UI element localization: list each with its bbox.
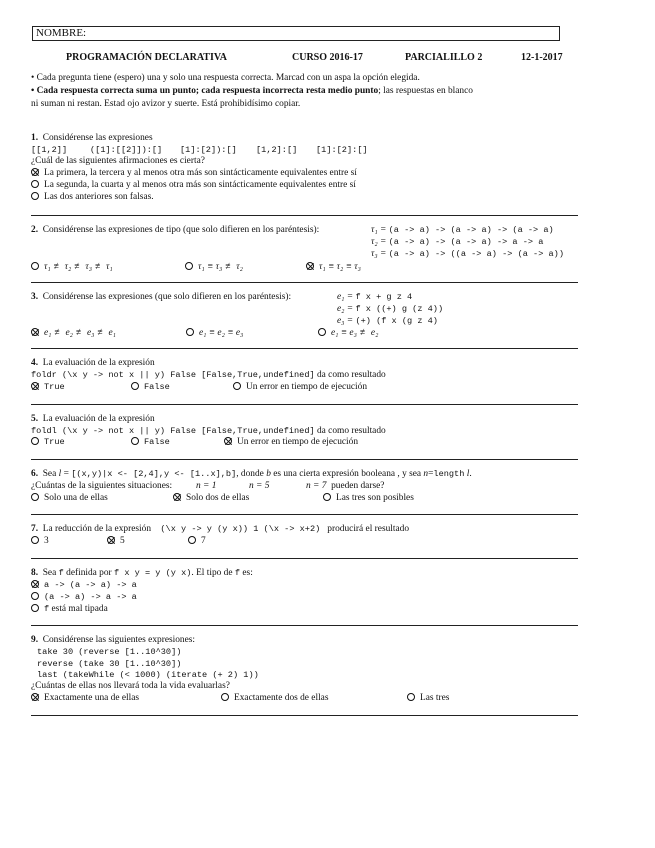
q4-code-line [31,370,386,380]
q6-n-var: n [423,469,429,479]
q6-option-b[interactable] [173,493,249,503]
q2-t3-code: (a -> a) -> ((a -> a) -> (a -> a)) [388,249,564,259]
divider [31,282,578,283]
q1-expr-5: [1]:[2]:[] [316,145,368,155]
q4-code: foldr (\x y -> not x || y) False [False,True,undefined] [31,370,315,380]
q8-code: f x y = y (y x) [114,568,192,578]
q3-option-a[interactable] [31,328,116,338]
q8-text-a: Sea [42,568,57,578]
q7-option-c[interactable] [188,536,206,546]
q4-option-a[interactable] [31,382,65,392]
q7-option-b-label: 5 [120,536,125,546]
q6-s1: n = 1 [196,481,217,491]
q4-option-b[interactable] [131,382,170,392]
radio-circle-icon[interactable] [31,493,39,501]
q3-e2-label: e₂ = [337,304,354,314]
q6-situation-3 [306,481,384,491]
instruction-line-1: • Cada pregunta tiene (espero) una y solo una respuesta correcta. Marcad con un aspa la opción elegida. [31,73,420,83]
q3-e1-code: f x + g z 4 [355,292,413,302]
q2-type-2 [371,237,543,247]
q8-option-b-label: (a -> a) -> a -> a [44,592,137,602]
q9-number: 9. [31,635,39,645]
instruction-bold: • Cada respuesta correcta suma un punto; cada respuesta incorrecta resta medio punto [31,86,379,96]
q1-option-b-label: La segunda, la cuarta y al menos otra más son sintácticamente equivalentes entre sí [44,180,356,190]
q5-tail: da como resultado [316,426,386,436]
name-label: NOMBRE: [36,27,87,39]
radio-circle-icon[interactable] [131,382,139,390]
q5-option-c[interactable] [224,437,358,447]
radio-circle-icon[interactable] [31,262,39,270]
q7-option-b[interactable] [107,536,125,546]
q1-expr-2: ([1]:[[2]]):[] [90,145,163,155]
q3-option-b-label: e₁ ≡ e₂ ≡ e₃ [199,328,244,338]
q5-option-b[interactable] [131,437,170,447]
q7-text: La reducción de la expresión [42,524,152,534]
q6-option-c[interactable] [323,493,414,503]
radio-circle-icon[interactable] [186,328,194,336]
q6-l-var2: l [466,469,470,479]
q6-question: ¿Cuántas de la siguientes situaciones: [31,481,173,491]
q9-code-2: reverse (take 30 [1..10^30]) [37,659,182,669]
q6-s3: n = 7 [306,481,327,491]
radio-circle-icon[interactable] [31,604,39,612]
q6-code2: length [433,469,465,479]
q1-expr-3: [1]:[2]):[] [180,145,237,155]
q4-option-c-label: Un error en tiempo de ejecución [246,382,368,392]
exam-date: 12-1-2017 [521,52,563,63]
q8-text-b: definida por [66,568,112,578]
radio-circle-icon[interactable] [185,262,193,270]
checked-circle-icon[interactable] [306,262,314,270]
q9-code-1: take 30 (reverse [1..10^30]) [37,647,182,657]
divider [31,404,578,405]
q2-number: 2. [31,225,39,235]
q6-text-e: = [428,469,434,479]
q1-option-c[interactable] [31,192,154,202]
q6-option-a[interactable] [31,493,108,503]
radio-circle-icon[interactable] [407,693,415,701]
q1-number: 1. [31,133,39,143]
divider [31,514,578,515]
q8-option-c[interactable] [31,604,108,614]
q2-option-a[interactable] [31,262,113,272]
q4-text: La evaluación de la expresión [42,358,155,368]
q2-t1-code: (a -> a) -> (a -> a) -> (a -> a) [388,225,554,235]
q6-question-tail: pueden darse? [331,481,385,491]
q6-s2: n = 5 [249,481,270,491]
radio-circle-icon[interactable] [318,328,326,336]
q8-text-c: . El tipo de [191,568,233,578]
q5-statement [31,414,155,424]
radio-circle-icon[interactable] [233,382,241,390]
instruction-line-3: ni suman ni restan. Estad ojo avizor y suerte. Está prohibidísimo copiar. [31,99,301,109]
q2-option-b[interactable] [185,262,243,272]
q8-statement [31,568,253,578]
q4-option-c[interactable] [233,382,367,392]
q1-text: Considérense las expresiones [42,133,153,143]
course-title: PROGRAMACIÓN DECLARATIVA [66,52,228,63]
q6-text-d: es una cierta expresión booleana , y sea [273,469,422,479]
q9-option-c-label: Las tres [420,693,450,703]
q8-option-a[interactable] [31,580,137,590]
exam-name: PARCIALILLO 2 [405,52,483,63]
q7-option-c-label: 7 [201,536,206,546]
q8-option-b[interactable] [31,592,137,602]
q1-expr-4: [1,2]:[] [256,145,298,155]
radio-circle-icon[interactable] [221,693,229,701]
q9-option-b-label: Exactamente dos de ellas [234,693,329,703]
q3-e3-code: (+) (f x (g z 4) [355,316,438,326]
q3-expr-1 [337,292,412,302]
name-field[interactable] [32,26,560,41]
q8-text-d: es: [242,568,253,578]
instruction-rest: ; las respuestas en blanco [378,86,473,96]
q5-code: foldl (\x y -> not x || y) False [False,True,undefined] [31,426,315,436]
q3-statement [31,292,291,302]
q2-option-c-label: τ₁ ≡ τ₂ ≡ τ₃ [319,262,361,272]
q8-option-c-label: está mal tipada [51,604,108,614]
q1-option-c-label: Las dos anteriores son falsas. [44,192,154,202]
q8-f-name: f [58,568,64,578]
q8-number: 8. [31,568,39,578]
q2-option-b-label: τ₁ ≡ τ₃ ≢ τ₂ [198,262,243,272]
q3-option-a-label: e₁ ≢ e₂ ≢ e₃ ≢ e₁ [44,328,116,338]
q6-text-b: = [63,469,69,479]
q1-option-b[interactable] [31,180,356,190]
checked-circle-icon[interactable] [107,536,115,544]
q6-b-var: b [266,469,271,479]
checked-circle-icon[interactable] [31,693,39,701]
radio-circle-icon[interactable] [188,536,196,544]
q9-option-b[interactable] [221,693,329,703]
checked-circle-icon[interactable] [31,580,39,588]
q9-option-a-label: Exactamente una de ellas [44,693,140,703]
radio-circle-icon[interactable] [31,192,39,200]
q6-option-c-label: Las tres son posibles [336,493,414,503]
q5-number: 5. [31,414,39,424]
q4-option-a-label: True [44,382,65,392]
divider [31,625,578,626]
q5-text: La evaluación de la expresión [42,414,155,424]
radio-circle-icon[interactable] [31,536,39,544]
q6-option-b-label: Solo dos de ellas [186,493,250,503]
q6-text-c: , donde [236,469,264,479]
q4-tail: da como resultado [316,370,386,380]
q9-text: Considérense las siguientes expresiones: [42,635,196,645]
q2-text: Considérense las expresiones de tipo (que solo difieren en los paréntesis): [42,225,320,235]
divider [31,348,578,349]
radio-circle-icon[interactable] [31,592,39,600]
q7-statement [31,524,409,534]
radio-circle-icon[interactable] [131,437,139,445]
q6-option-a-label: Solo una de ellas [44,493,108,503]
q2-option-a-label: τ₁ ≢ τ₂ ≢ τ₃ ≢ τ₁ [44,262,113,272]
checked-circle-icon[interactable] [31,168,39,176]
divider [31,459,578,460]
q5-option-a-label: True [44,437,65,447]
q4-number: 4. [31,358,39,368]
checked-circle-icon[interactable] [224,437,232,445]
q2-statement [31,225,319,235]
radio-circle-icon[interactable] [31,180,39,188]
q8-option-a-label: a -> (a -> a) -> a [44,580,137,590]
q7-code: (\x y -> y (y x)) 1 (\x -> x+2) [160,524,321,534]
q6-statement [31,469,472,479]
q9-code-3: last (takeWhile (< 1000) (iterate (+ 2) 1)) [37,670,259,680]
course-year: CURSO 2016-17 [292,52,363,63]
q2-t1-label: τ₁ = [371,225,387,235]
q9-statement [31,635,195,645]
q4-statement [31,358,155,368]
q3-text: Considérense las expresiones (que solo difieren en los paréntesis): [42,292,292,302]
radio-circle-icon[interactable] [323,493,331,501]
q2-t3-label: τ₃ = [371,249,387,259]
q1-option-a-label: La primera, la tercera y al menos otra más son sintácticamente equivalentes entre sí [44,168,357,178]
q7-option-a-label: 3 [44,536,49,546]
q9-option-a[interactable] [31,693,139,703]
q1-option-a[interactable] [31,168,357,178]
checked-circle-icon[interactable] [31,382,39,390]
divider [31,558,578,559]
q3-e2-code: f x ((+) g (z 4)) [355,304,444,314]
q6-code: [(x,y)|x <- [2,4],y <- [1..x],b] [71,469,237,479]
q3-option-c-label: e₁ ≡ e₃ ≢ e₂ [331,328,379,338]
q1-expr-1: [[1,2]] [31,145,68,155]
q7-tail: producirá el resultado [327,524,410,534]
radio-circle-icon[interactable] [31,437,39,445]
q6-text-a: Sea [42,469,57,479]
checked-circle-icon[interactable] [31,328,39,336]
checked-circle-icon[interactable] [173,493,181,501]
q9-option-c[interactable] [407,693,449,703]
q6-text-f: . [469,469,472,479]
q6-situation-2 [249,481,269,491]
q3-number: 3. [31,292,39,302]
q5-option-a[interactable] [31,437,65,447]
q1-statement [31,133,153,143]
q2-option-c[interactable] [306,262,361,272]
q3-option-c[interactable] [318,328,378,338]
q2-t2-label: τ₂ = [371,237,387,247]
q5-option-c-label: Un error en tiempo de ejecución [237,437,359,447]
q7-option-a[interactable] [31,536,49,546]
q2-type-1 [371,225,554,235]
q3-e3-label: e₃ = [337,316,354,326]
q5-option-b-label: False [144,437,170,447]
q9-question: ¿Cuántas de ellas nos llevará toda la vida evaluarlas? [31,681,230,691]
q1-question: ¿Cuál de las siguientes afirmaciones es cierta? [31,156,205,166]
q3-expr-3 [337,316,438,326]
divider [31,715,578,716]
q3-expr-2 [337,304,443,314]
q2-type-3 [371,249,564,259]
q7-number: 7. [31,524,39,534]
q6-situation-1 [196,481,216,491]
q2-t2-code: (a -> a) -> (a -> a) -> a -> a [388,237,544,247]
q8-f-name2: f [234,568,241,578]
q4-option-b-label: False [144,382,170,392]
q3-option-b[interactable] [186,328,243,338]
instruction-line-2 [31,86,473,96]
q3-e1-label: e₁ = [337,292,354,302]
q6-l-var: l [58,469,62,479]
q8-option-c-code: f [44,604,50,614]
divider [31,215,578,216]
q5-code-line [31,426,386,436]
q6-number: 6. [31,469,39,479]
